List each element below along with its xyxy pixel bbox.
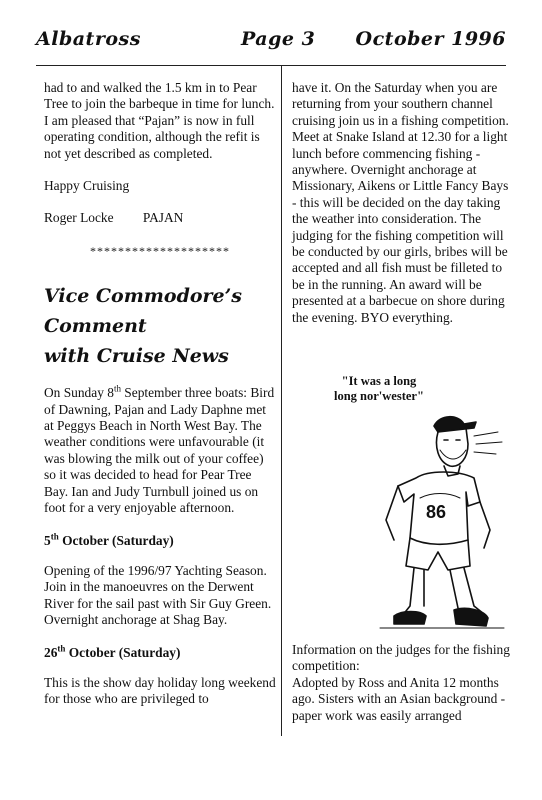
- signature: [44, 210, 276, 226]
- left-column: [44, 80, 276, 708]
- event-heading-26-october: [44, 645, 276, 661]
- event1-ordinal: th: [50, 531, 59, 542]
- cartoon-caption-line-2: long nor'wester": [334, 389, 424, 403]
- news-ordinal: th: [113, 383, 121, 394]
- news-text-start: On Sunday 8: [44, 385, 114, 401]
- newsletter-title: Albatross: [36, 28, 141, 50]
- cartoon-illustration: [298, 370, 514, 632]
- issue-date: October 1996: [355, 28, 506, 50]
- right-column: [292, 80, 510, 326]
- paragraph-pajan: I am pleased that “Pajan” is now in full operating condition, although the refit is not yet described as completed.: [44, 112, 260, 161]
- closing-line: Happy Cruising: [44, 178, 130, 194]
- event2-rest: October (Saturday): [65, 644, 181, 660]
- judges-info-intro: Information on the judges for the fishing competition:: [292, 642, 510, 674]
- column-divider: [281, 66, 282, 736]
- cruise-news-paragraph: [44, 385, 276, 516]
- section-title-line-1: Vice Commodore’s Comment: [44, 285, 242, 338]
- header-rule: [36, 65, 506, 66]
- star-divider: ********************: [90, 243, 230, 258]
- page-header: [36, 28, 506, 58]
- shirt-number: 86: [426, 502, 447, 522]
- page-number: Page 3: [241, 28, 316, 50]
- fishing-competition-paragraph: have it. On the Saturday when you are returning from your southern channel cruising join us in a fishing competition. Meet at Snake Island at 12.30 for a light lunch before commencing fishing - anywhere. Overnight anchorage at Missionary, Aikens or Little Fancy Bays - this will be decided on the day taking the weather into consideration. The judging for the fishing competition will be conducted by our girls, bribes will be accepted and all fish must be filleted to be in the running. An award will be presented at a barbecue on shore during the evening. BYO everything.: [292, 80, 509, 325]
- event-text-5-october: Opening of the 1996/97 Yachting Season. Join in the manoeuvres on the Derwent River for the sail past with Sir Guy Green. Overnight anchorage at Shag Bay.: [44, 562, 272, 628]
- paragraph-continued: had to and walked the 1.5 km in to Pear Tree to join the barbeque in time for lunch.: [44, 80, 275, 112]
- event2-ordinal: th: [57, 643, 66, 654]
- section-title-line-2: with Cruise News: [44, 345, 229, 368]
- news-text-rest: September three boats: Bird of Dawning, Pajan and Lady Daphne met at Peggys Beach in North West Bay. The weather conditions were unfavourable (it was blowing the milk out of your coffee) so it was decided to head for Pear Tree Bay. Ian and Judy Turnbull joined us on foot for a very enjoyable afternoon.: [44, 385, 275, 516]
- event-text-26-october: This is the show day holiday long weekend for those who are privileged to: [44, 674, 276, 707]
- event2-day: 26: [44, 644, 58, 660]
- event1-rest: October (Saturday): [58, 532, 174, 548]
- signature-name: Roger Locke: [44, 210, 114, 226]
- judges-info-text: Adopted by Ross and Anita 12 months ago. Sisters with an Asian background - paper work was easily arranged: [292, 674, 506, 723]
- event-heading-5-october: [44, 533, 276, 549]
- signature-boat: PAJAN: [142, 210, 184, 226]
- event1-day: 5: [44, 532, 51, 548]
- cartoon-caption-line-1: "It was a long: [341, 374, 417, 388]
- section-title: [44, 281, 276, 371]
- windblown-runner-drawing: [298, 370, 514, 632]
- judges-info: [292, 642, 510, 724]
